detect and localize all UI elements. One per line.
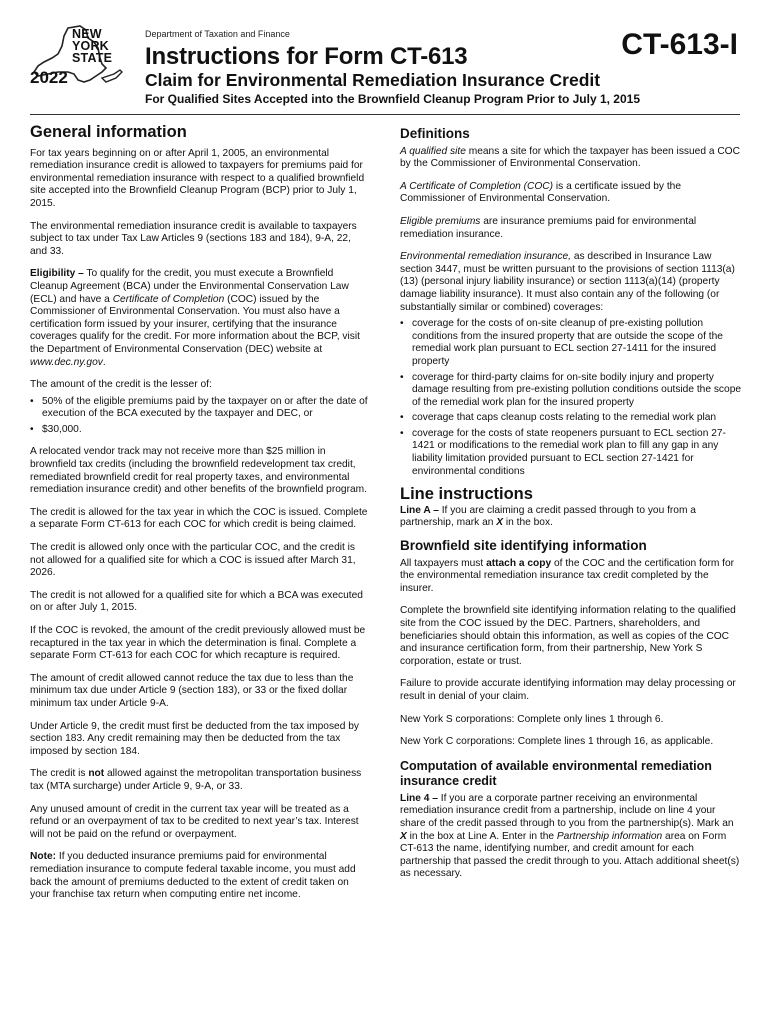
paragraph: The environmental remediation insurance credit is available to taxpayers subject to tax under Tax Law Articles 9 (sections 183 and 184), 9-A, 22, and 33. xyxy=(30,220,357,257)
line-instructions-heading: Line instructions xyxy=(400,485,533,504)
logo-wordmark: NEW YORK STATE xyxy=(72,27,113,65)
list-item: • coverage for the costs of state reopeners pursuant to ECL section 27-1421 or modifications to the remedial work plan to fill any gap in any liability limitation provided pursuant to ECL section 27-1421 for environmental conditions xyxy=(400,428,742,478)
list-item: • coverage for third-party claims for on-site bodily injury and property damage resulting from pre-existing pollution conditions outside the scope of the remedial work plan for the insured property xyxy=(400,372,742,410)
computation-heading: Computation of available environmental remediation insurance credit xyxy=(400,758,712,788)
list-item: • 50% of the eligible premiums paid by the taxpayer on or after the date of execution of the BCA executed by the taxpayer and DEC, or xyxy=(30,396,370,421)
dec-website-link[interactable]: www.dec.ny.gov xyxy=(30,356,103,368)
definition: A Certificate of Completion (COC) is a certificate issued by the Commissioner of Environmental Conservation. xyxy=(400,180,682,205)
right-column xyxy=(400,124,742,891)
line-4-instruction: Line 4 – If you are a corporate partner receiving an environmental remediation insurance credit from a partnership, include on line 4 your share of the credit passed through to you from the partnership(s). Mark an X in the box at Line A. Enter in the Partnership information area on Form CT-613 the name, identifying number, and credit amount for each partnership that passed the credit through to you. Attach additional sheet(s) as necessary. xyxy=(400,792,740,880)
page-title: Instructions for Form CT-613 xyxy=(145,43,468,70)
paragraph: All taxpayers must attach a copy of the COC and the certification form for the environmental remediation insurance tax credit completed by the insurer. xyxy=(400,557,735,594)
page-subtitle: Claim for Environmental Remediation Insurance Credit xyxy=(145,70,601,90)
note-paragraph: Note: If you deducted insurance premiums paid for environmental remediation insurance to compute federal taxable income, you must add back the amount of premiums deducted to the extent of credit taken on your franchise tax return when computing entire net income. xyxy=(30,851,356,901)
paragraph: If the COC is revoked, the amount of the credit previously allowed must be recaptured in the tax year in which the determination is final. Complete a separate Form CT-613 for each COC for which recapture is required. xyxy=(30,625,366,662)
paragraph: New York S corporations: Complete only lines 1 through 6. xyxy=(400,713,664,725)
left-column xyxy=(30,124,370,912)
paragraph: Failure to provide accurate identifying information may delay processing or result in denial of your claim. xyxy=(400,678,736,702)
definitions-heading: Definitions xyxy=(400,126,470,141)
brownfield-heading: Brownfield site identifying information xyxy=(400,538,647,554)
definition: A qualified site means a site for which the taxpayer has been issued a COC by the Commissioner of Environmental Conservation. xyxy=(400,145,740,170)
coverage-list xyxy=(400,318,742,478)
paragraph: For tax years beginning on or after April 1, 2005, an environmental remediation insurance credit is allowed to taxpayers for premiums paid for environmental remediation insurance with respect to a qualified brownfield site accepted into the Brownfield Cleanup Program (BCP) prior to July 1, 2015. xyxy=(30,147,365,209)
paragraph: The credit is allowed for the tax year in which the COC is issued. Complete a separate Form CT-613 for each COC for which credit is being claimed. xyxy=(30,506,368,531)
page-subsubtitle: For Qualified Sites Accepted into the Brownfield Cleanup Program Prior to July 1, 2015 xyxy=(145,92,640,106)
list-item: • coverage that caps cleanup costs relating to the remedial work plan xyxy=(400,412,742,425)
eligibility-paragraph: Eligibility – To qualify for the credit, you must execute a Brownfield Cleanup Agreement (BCA) under the Environmental Conservation Law (ECL) and have a Certificate of Completion (COC) issued by the Commissioner of Environmental Conservation. You must also have a certification form issued by your insurer, certifying that the insurance coverages qualify for the credit. For more information about the BCP, visit the Department of Environmental Conservation (DEC) website at www.dec.ny.gov. xyxy=(30,268,360,368)
department-name: Department of Taxation and Finance xyxy=(145,29,290,39)
paragraph: A relocated vendor track may not receive more than $25 million in brownfield tax credits (including the brownfield redevelopment tax credit, remediated brownfield credit for real property taxes, and environmental remediation insurance credit) and other benefits of the brownfield program. xyxy=(30,446,367,496)
header-divider xyxy=(30,114,740,115)
paragraph: The amount of the credit is the lesser of: xyxy=(30,379,212,391)
paragraph: The credit is not allowed against the metropolitan transportation business tax (MTA surcharge) under Article 9, 9-A, or 33. xyxy=(30,768,362,792)
definition: Eligible premiums are insurance premiums paid for environmental remediation insurance. xyxy=(400,215,697,240)
paragraph: Any unused amount of credit in the current tax year will be treated as a refund or an overpayment of tax to be credited to next year’s tax. Interest will not be paid on the refund or overpayment. xyxy=(30,803,359,840)
list-item: • $30,000. xyxy=(30,424,370,437)
credit-amount-list xyxy=(30,396,370,437)
general-information-heading: General information xyxy=(30,123,187,141)
definition: Environmental remediation insurance, as described in Insurance Law section 3447, must be written pursuant to the provisions of section 1113(a)(13) (personal injury liability insurance) or section 1113(a)(14) (property damage liability insurance). It must also contain any of the following (or substantially similar or combined) coverages: xyxy=(400,251,735,313)
line-a-instruction: Line A – If you are claiming a credit passed through to you from a partnership, mark an X in the box. xyxy=(400,504,696,529)
paragraph: Complete the brownfield site identifying information relating to the qualified site from the COC issued by the DEC. Partners, shareholders, and beneficiaries should obtain this information, as well as copies of the COC and insurance certification form, from their partnership, New York S corporation, estate or trust. xyxy=(400,605,736,667)
paragraph: The credit is allowed only once with the particular COC, and the credit is not allowed for a qualified site for which a COC is issued after March 31, 2026. xyxy=(30,542,356,579)
paragraph: Under Article 9, the credit must first be deducted from the tax imposed by section 183. Any credit remaining may then be deducted from the tax imposed by section 184. xyxy=(30,720,359,757)
nys-logo xyxy=(28,24,128,96)
paragraph: New York C corporations: Complete lines 1 through 16, as applicable. xyxy=(400,736,714,748)
form-code: CT-613-I xyxy=(621,28,738,61)
paragraph: The amount of credit allowed cannot reduce the tax due to less than the minimum tax due under Article 9 (section 183), or 33 or the fixed dollar minimum tax under Article 9-A. xyxy=(30,672,354,709)
paragraph: The credit is not allowed for a qualified site for which a BCA was executed on or after July 1, 2015. xyxy=(30,589,363,614)
logo-year: 2022 xyxy=(30,68,68,87)
list-item: • coverage for the costs of on-site cleanup of pre-existing pollution conditions from the insured property that are outside the scope of the remedial work plan pursuant to ECL section 27-1411 for the insured property xyxy=(400,318,742,368)
